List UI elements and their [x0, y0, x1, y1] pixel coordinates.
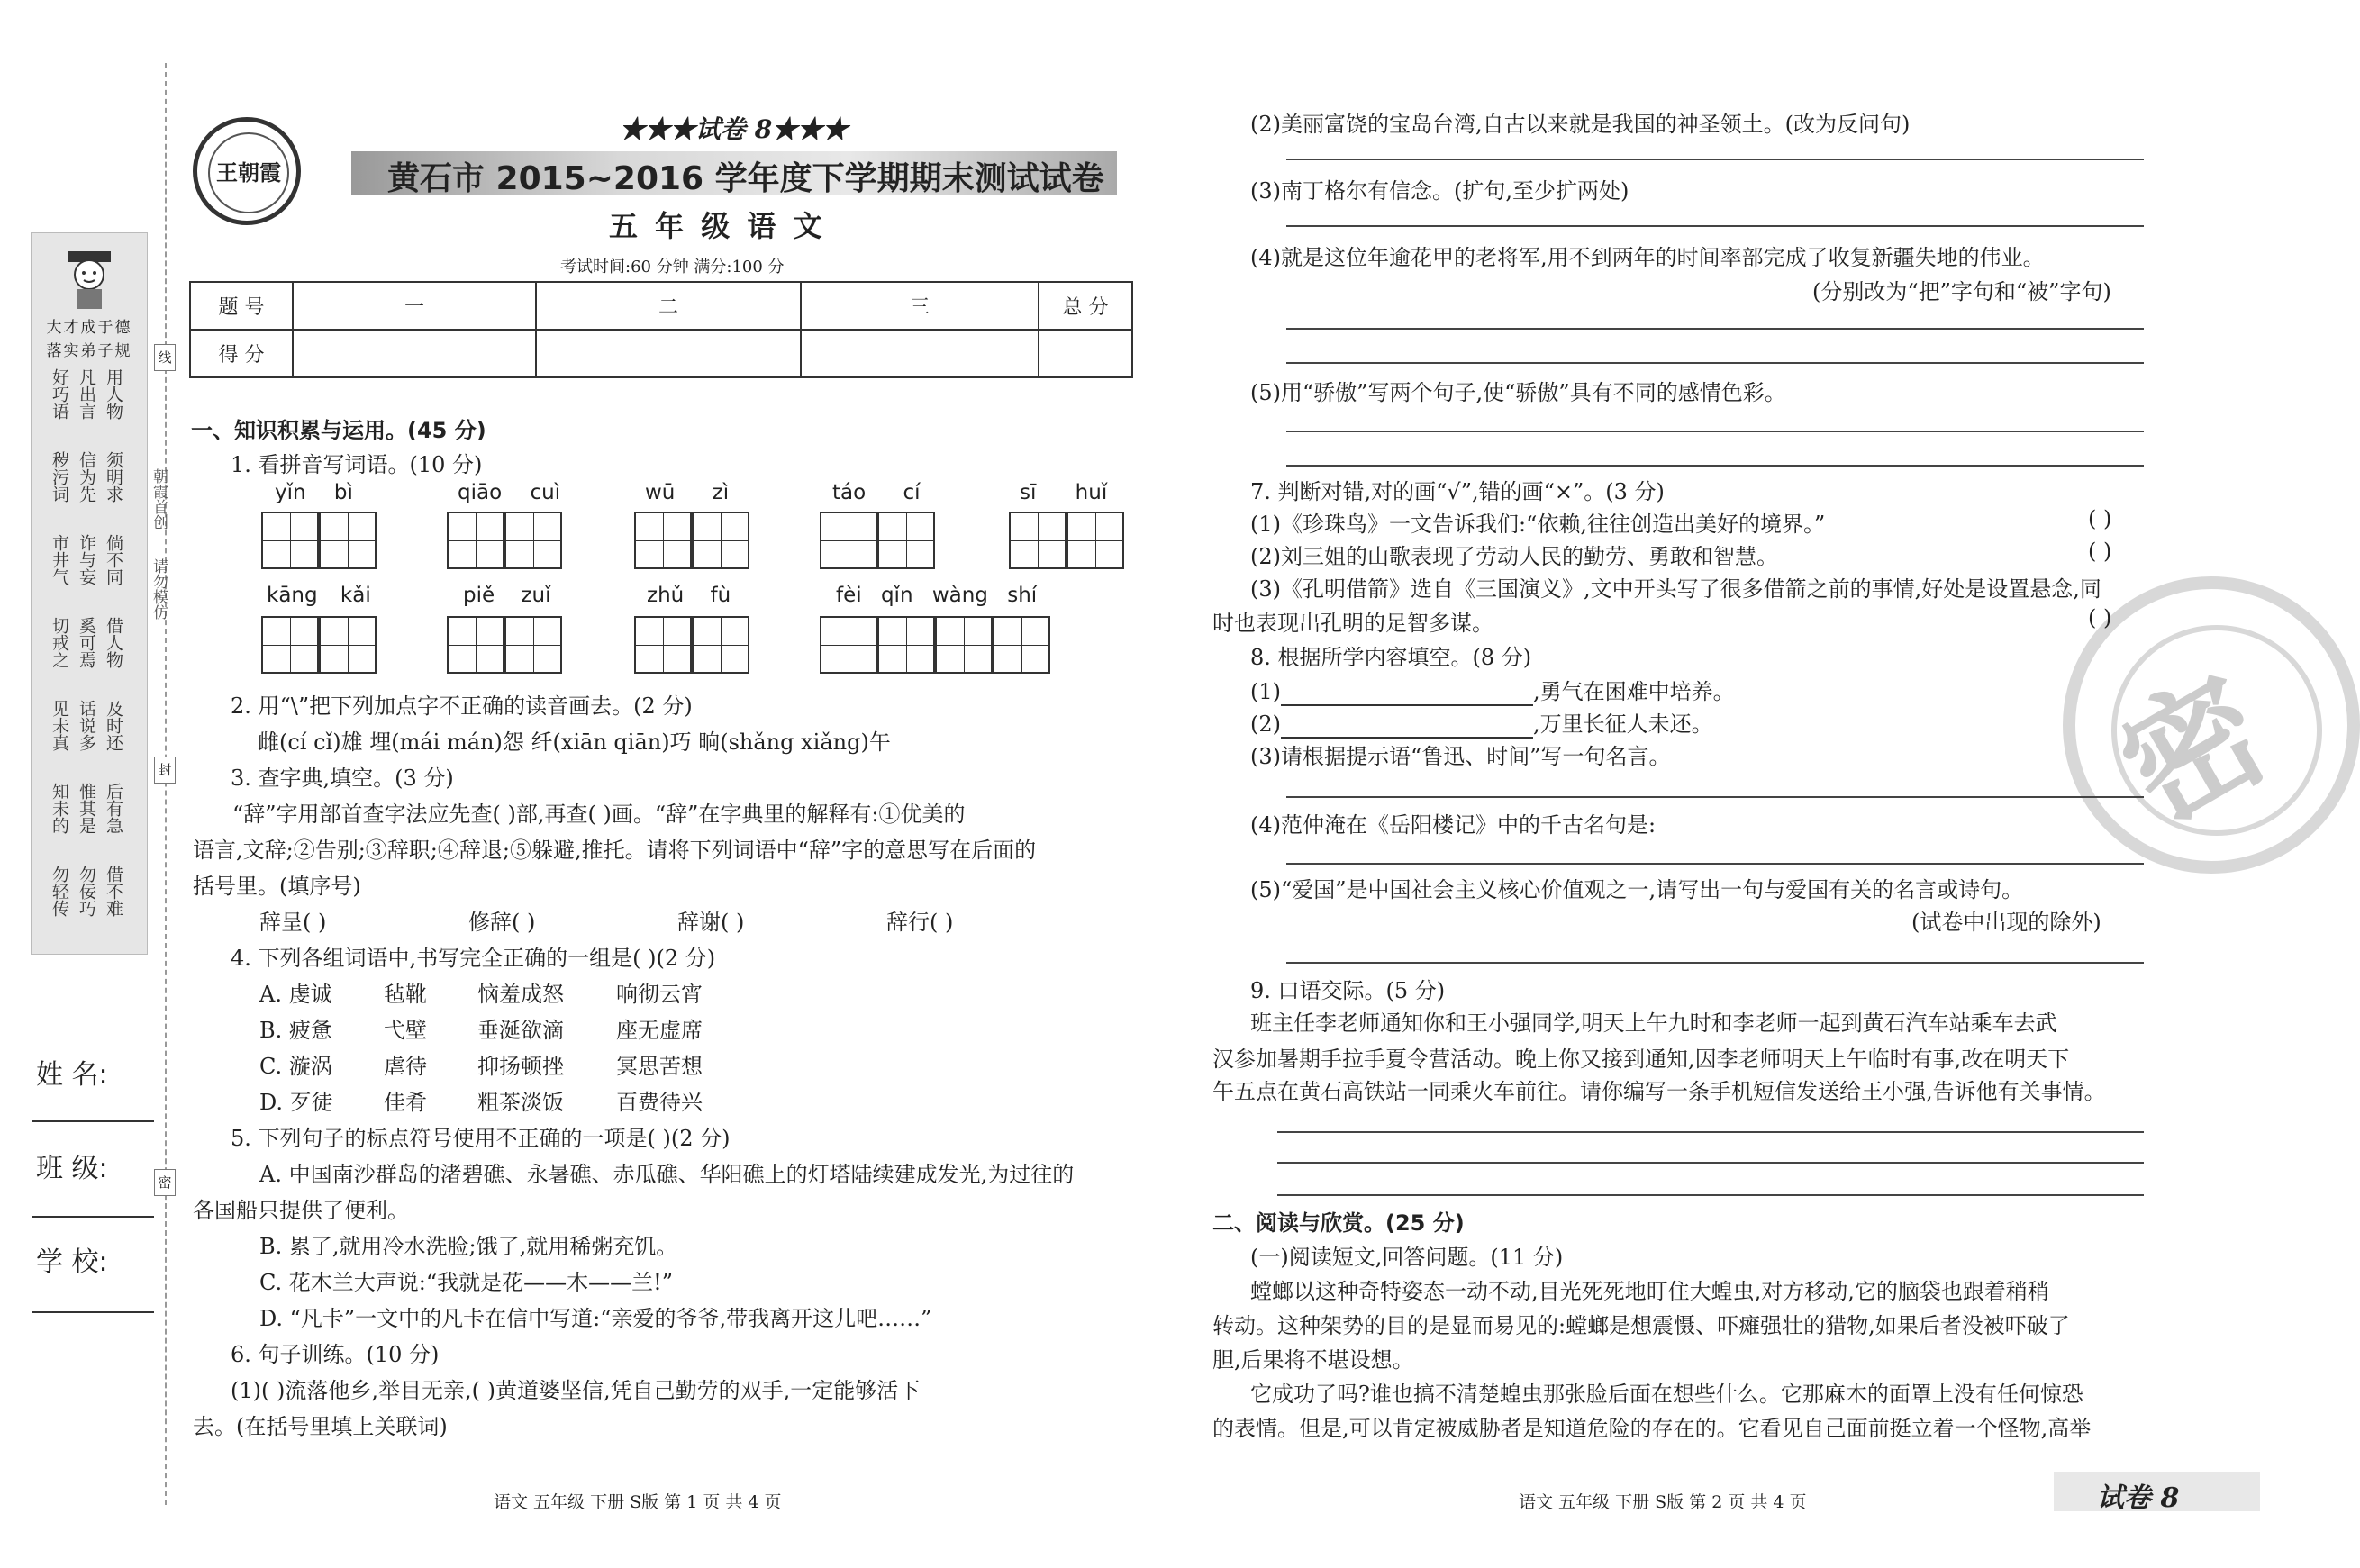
corner-tag: 试卷 8: [2097, 1482, 2180, 1514]
q6-4: (4)就是这位年逾花甲的老将军,用不到两年的时间率部完成了收复新疆失地的伟业。: [1250, 245, 2045, 270]
char-box[interactable]: [261, 512, 319, 569]
q7-1-answer[interactable]: ( ): [2088, 506, 2112, 531]
q9-title: 9. 口语交际。(5 分): [1250, 978, 1446, 1003]
exam-info: 考试时间:60 分钟 满分:100 分: [560, 258, 785, 276]
section-2-title: 二、阅读与欣赏。(25 分): [1212, 1210, 1465, 1236]
score-col-1: 一: [293, 282, 536, 330]
reading-p1-line3: 胆,后果将不堪设想。: [1212, 1347, 1414, 1373]
answer-line[interactable]: [1286, 962, 2144, 964]
page2-footer: 语文 五年级 下册 S版 第 2 页 共 4 页: [1519, 1492, 1807, 1512]
reading-p2-line2: 的表情。但是,可以肯定被威胁者是知道危险的存在的。它看见自己面前挺立着一个怪物,高举: [1212, 1416, 2092, 1441]
q8-5: (5)“爱国”是中国社会主义核心价值观之一,请写出一句与爱国有关的名言或诗句。: [1250, 877, 2024, 902]
q7-3-answer[interactable]: ( ): [2088, 605, 2112, 630]
q8-1-blank[interactable]: [1281, 679, 1533, 706]
motto-column: 借人物: [104, 617, 123, 668]
q3-word-2: 修辞( ): [468, 910, 536, 935]
char-box[interactable]: [935, 616, 993, 674]
char-box[interactable]: [504, 512, 562, 569]
q4-option-label[interactable]: B. 疲惫: [259, 1018, 332, 1043]
motto-column: 凡出言: [77, 368, 96, 420]
q8-2: [1250, 706, 1713, 739]
char-box[interactable]: [993, 616, 1050, 674]
answer-line[interactable]: [1286, 225, 2144, 227]
score-table: [189, 281, 1133, 378]
motto-column: 秽污词: [50, 451, 69, 503]
motto-column: 信为先: [77, 451, 96, 503]
motto-column: 须明求: [104, 451, 123, 503]
motto-column: 后有急: [104, 783, 123, 834]
q8-1-num: (1): [1250, 679, 1281, 704]
answer-line[interactable]: [1286, 159, 2144, 160]
q6-5: (5)用“骄傲”写两个句子,使“骄傲”具有不同的感情色彩。: [1250, 380, 1786, 405]
class-label: 班 级:: [36, 1153, 108, 1184]
reading-p2-line1: 它成功了吗?谁也搞不清楚蝗虫那张脸后面在想些什么。它那麻木的面罩上没有任何惊恐: [1250, 1382, 2083, 1407]
q4-option-word: 佳肴: [384, 1090, 427, 1115]
answer-line[interactable]: [1286, 796, 2144, 798]
motto-column: 及时还: [104, 700, 123, 751]
page1-footer: 语文 五年级 下册 S版 第 1 页 共 4 页: [494, 1492, 782, 1512]
answer-line[interactable]: [1286, 465, 2144, 467]
score-col-3: 三: [801, 282, 1039, 330]
score-col-label: 题 号: [190, 282, 293, 330]
q9-text-2: 汉参加暑期手拉手夏令营活动。晚上你又接到通知,因李老师明天上午临时有事,改在明天下: [1212, 1047, 2070, 1072]
class-field[interactable]: [32, 1216, 154, 1218]
answer-line[interactable]: [1286, 863, 2144, 865]
reading-p1-line2: 转动。这种架势的目的是显而易见的:螳螂是想震慑、吓瘫强壮的猎物,如果后者没被吓破了: [1212, 1313, 2070, 1338]
cartoon-figure: [59, 248, 120, 311]
side-note-1: 朝霞首创: [150, 468, 168, 530]
score-cell-2[interactable]: [536, 330, 801, 377]
q2-title: 2. 用“\”把下列加点字不正确的读音画去。(2 分): [231, 693, 693, 719]
motto-column: 用人物: [104, 368, 123, 420]
q4-option-word: 响彻云宵: [616, 982, 703, 1007]
char-box[interactable]: [319, 616, 377, 674]
q3-title: 3. 查字典,填空。(3 分): [231, 766, 454, 791]
q6-4-note: (分别改为“把”字句和“被”字句): [1812, 279, 2111, 304]
pinyin-1: yǐn bì: [275, 481, 353, 504]
score-header-row: [190, 282, 1132, 330]
q6-3: (3)南丁格尔有信念。(扩句,至少扩两处): [1250, 178, 1629, 204]
q5-option-d[interactable]: D. “凡卡”一文中的凡卡在信中写道:“亲爱的爷爷,带我离开这儿吧……”: [259, 1306, 932, 1331]
motto-top: 大才成于德 落实弟子规: [46, 319, 132, 360]
q9-text-3: 午五点在黄石高铁站一同乘火车前往。请你编写一条手机短信发送给王小强,告诉他有关事情。: [1212, 1079, 2106, 1104]
binding-line: [165, 63, 167, 1505]
paper-number: ★★★试卷 8★★★: [620, 114, 849, 144]
stamp-text: 密: [2095, 648, 2292, 853]
pinyin-3: wū zì: [645, 481, 730, 504]
q7-1: (1)《珍珠鸟》一文告诉我们:“依赖,往往创造出美好的境界。”: [1250, 512, 1826, 537]
bind-tag-line: 线: [154, 344, 176, 371]
char-box[interactable]: [877, 512, 935, 569]
char-box[interactable]: [504, 616, 562, 674]
q3-word-4: 辞行( ): [886, 910, 954, 935]
pinyin-9: fèi qǐn wàng shí: [836, 584, 1038, 607]
score-col-total: 总 分: [1039, 282, 1132, 330]
q8-4: (4)范仲淹在《岳阳楼记》中的千古名句是:: [1250, 812, 1657, 838]
answer-line[interactable]: [1286, 431, 2144, 432]
char-box[interactable]: [634, 512, 692, 569]
motto-column: 借不难: [104, 866, 123, 917]
answer-line[interactable]: [1277, 1131, 2144, 1133]
q5-title: 5. 下列句子的标点符号使用不正确的一项是( )(2 分): [231, 1126, 731, 1151]
exam-title: 黄石市 2015~2016 学年度下学期期末测试试卷: [387, 160, 1104, 197]
q4-title: 4. 下列各组词语中,书写完全正确的一组是( )(2 分): [231, 946, 716, 971]
pinyin-2: qiāo cuì: [458, 481, 561, 504]
publisher-logo: [193, 117, 301, 225]
q7-title: 7. 判断对错,对的画“√”,错的画“×”。(3 分): [1250, 479, 1665, 504]
q3-word-1: 辞呈( ): [259, 910, 327, 935]
q4-option-word: 恼羞成怒: [477, 982, 564, 1007]
motto-column: 倘不同: [104, 534, 123, 585]
subject-title: 五 年 级 语 文: [609, 209, 826, 243]
section-1-title: 一、知识积累与运用。(45 分): [191, 418, 486, 443]
q4-option-label[interactable]: A. 虔诚: [259, 982, 332, 1007]
char-box[interactable]: [319, 512, 377, 569]
q7-3-line1: (3)《孔明借箭》选自《三国演义》,文中开头写了很多借箭之前的事情,好处是设置悬念,同: [1250, 576, 2101, 602]
char-box[interactable]: [447, 616, 504, 674]
answer-line[interactable]: [1286, 362, 2144, 364]
score-cell-3[interactable]: [801, 330, 1039, 377]
answer-line[interactable]: [1286, 328, 2144, 330]
q1-title: 1. 看拼音写词语。(10 分): [231, 452, 483, 477]
q4-option-word: 毡靴: [384, 982, 427, 1007]
q4-option-word: 抑扬顿挫: [477, 1054, 564, 1079]
char-box[interactable]: [634, 616, 692, 674]
q8-2-blank[interactable]: [1281, 711, 1533, 739]
score-value-row: [190, 330, 1132, 377]
school-field[interactable]: [32, 1311, 154, 1313]
pinyin-7: piě zuǐ: [463, 584, 551, 607]
school-label: 学 校:: [36, 1246, 108, 1278]
q4-option-word: 座无虚席: [616, 1018, 703, 1043]
q3-text-3: 括号里。(填序号): [193, 874, 361, 899]
q2-items: 雌(cí cǐ)雄 埋(mái mán)怨 纤(xiān qiān)巧 晌(shǎng xiǎng)午: [258, 730, 891, 755]
q4-option-word: 冥思苦想: [616, 1054, 703, 1079]
q8-5-note: (试卷中出现的除外): [1911, 910, 2101, 935]
q7-2-answer[interactable]: ( ): [2088, 539, 2112, 564]
motto-column: 奚可焉: [77, 617, 96, 668]
motto-column: 话说多: [77, 700, 96, 751]
q5-option-b[interactable]: B. 累了,就用冷水洗脸;饿了,就用稀粥充饥。: [259, 1234, 678, 1259]
bind-tag-seal: 封: [154, 757, 176, 784]
char-box[interactable]: [447, 512, 504, 569]
motto-column: 市井气: [50, 534, 69, 585]
q5-option-a-line2: 各国船只提供了便利。: [193, 1198, 409, 1223]
pinyin-4: táo cí: [832, 481, 921, 504]
reading-1-title: (一)阅读短文,回答问题。(11 分): [1250, 1245, 1564, 1270]
q8-title: 8. 根据所学内容填空。(8 分): [1250, 645, 1532, 670]
q4-option-label[interactable]: D. 歹徒: [259, 1090, 333, 1115]
q4-option-word: 虐待: [384, 1054, 427, 1079]
motto-column: 见未真: [50, 700, 69, 751]
bind-tag-secret: 密: [154, 1169, 176, 1196]
q6-1-line1: (1)( )流落他乡,举目无亲,( )黄道婆坚信,凭自己勤劳的双手,一定能够活下: [231, 1378, 921, 1403]
char-box[interactable]: [261, 616, 319, 674]
pinyin-5: sī huǐ: [1020, 481, 1108, 504]
score-cell-1[interactable]: [293, 330, 536, 377]
q6-2: (2)美丽富饶的宝岛台湾,自古以来就是我国的神圣领土。(改为反问句): [1250, 112, 1911, 137]
char-box[interactable]: [692, 512, 749, 569]
q4-option-word: 百费待兴: [616, 1090, 703, 1115]
answer-line[interactable]: [1277, 1162, 2144, 1164]
name-field[interactable]: [32, 1120, 154, 1122]
q3-text-2: 语言,文辞;②告别;③辞职;④辞退;⑤躲避,推托。请将下列词语中“辞”字的意思写在后面的: [193, 838, 1037, 863]
logo-text: 王朝霞: [208, 132, 289, 213]
motto-column: 勿轻传: [50, 866, 69, 917]
q8-1-text: ,勇气在困难中培养。: [1533, 679, 1735, 704]
motto-column: 诈与妄: [77, 534, 96, 585]
char-box[interactable]: [1067, 512, 1124, 569]
motto-panel: [31, 232, 148, 955]
motto-column: 惟其是: [77, 783, 96, 834]
score-cell-total[interactable]: [1039, 330, 1132, 377]
motto-column: 知未的: [50, 783, 69, 834]
pinyin-6: kāng kǎi: [267, 584, 371, 607]
score-col-2: 二: [536, 282, 801, 330]
q4-option-label[interactable]: C. 漩涡: [259, 1054, 332, 1079]
q4-option-word: 弋壁: [384, 1018, 427, 1043]
q4-option-word: 粗茶淡饭: [477, 1090, 564, 1115]
q7-2: (2)刘三姐的山歌表现了劳动人民的勤劳、勇敢和智慧。: [1250, 544, 1778, 569]
q8-1: [1250, 674, 1735, 706]
q8-2-num: (2): [1250, 711, 1281, 737]
char-box[interactable]: [820, 512, 877, 569]
answer-line[interactable]: [1277, 1194, 2144, 1196]
q8-2-text: ,万里长征人未还。: [1533, 711, 1713, 737]
name-label: 姓 名:: [36, 1059, 108, 1091]
side-note-2: 请勿模仿: [150, 558, 168, 620]
q7-3-line2: 时也表现出孔明的足智多谋。: [1212, 611, 1493, 636]
char-box[interactable]: [820, 616, 877, 674]
q4-option-word: 垂涎欲滴: [477, 1018, 564, 1043]
q6-title: 6. 句子训练。(10 分): [231, 1342, 440, 1367]
q3-text-1: “辞”字用部首查字法应先查( )部,再查( )画。“辞”在字典里的解释有:①优美的: [232, 802, 966, 827]
q9-text-1: 班主任李老师通知你和王小强同学,明天上午九时和李老师一起到黄石汽车站乘车去武: [1250, 1011, 2057, 1036]
pinyin-8: zhǔ fù: [647, 584, 731, 607]
motto-column: 切戒之: [50, 617, 69, 668]
q5-option-c[interactable]: C. 花木兰大声说:“我就是花——木——兰!”: [259, 1270, 674, 1295]
char-box[interactable]: [1009, 512, 1067, 569]
char-box[interactable]: [692, 616, 749, 674]
reading-p1-line1: 螳螂以这种奇特姿态一动不动,目光死死地盯住大蝗虫,对方移动,它的脑袋也跟着稍稍: [1250, 1279, 2049, 1304]
q3-word-3: 辞谢( ): [677, 910, 745, 935]
q8-3: (3)请根据提示语“鲁迅、时间”写一句名言。: [1250, 744, 1671, 769]
q6-1-line2: 去。(在括号里填上关联词): [193, 1414, 448, 1439]
score-row-label: 得 分: [190, 330, 293, 377]
q5-option-a-line1[interactable]: A. 中国南沙群岛的渚碧礁、永暑礁、赤瓜礁、华阳礁上的灯塔陆续建成发光,为过往的: [259, 1162, 1075, 1187]
motto-column: 好巧语: [50, 368, 69, 420]
char-box[interactable]: [877, 616, 935, 674]
motto-column: 勿佞巧: [77, 866, 96, 917]
